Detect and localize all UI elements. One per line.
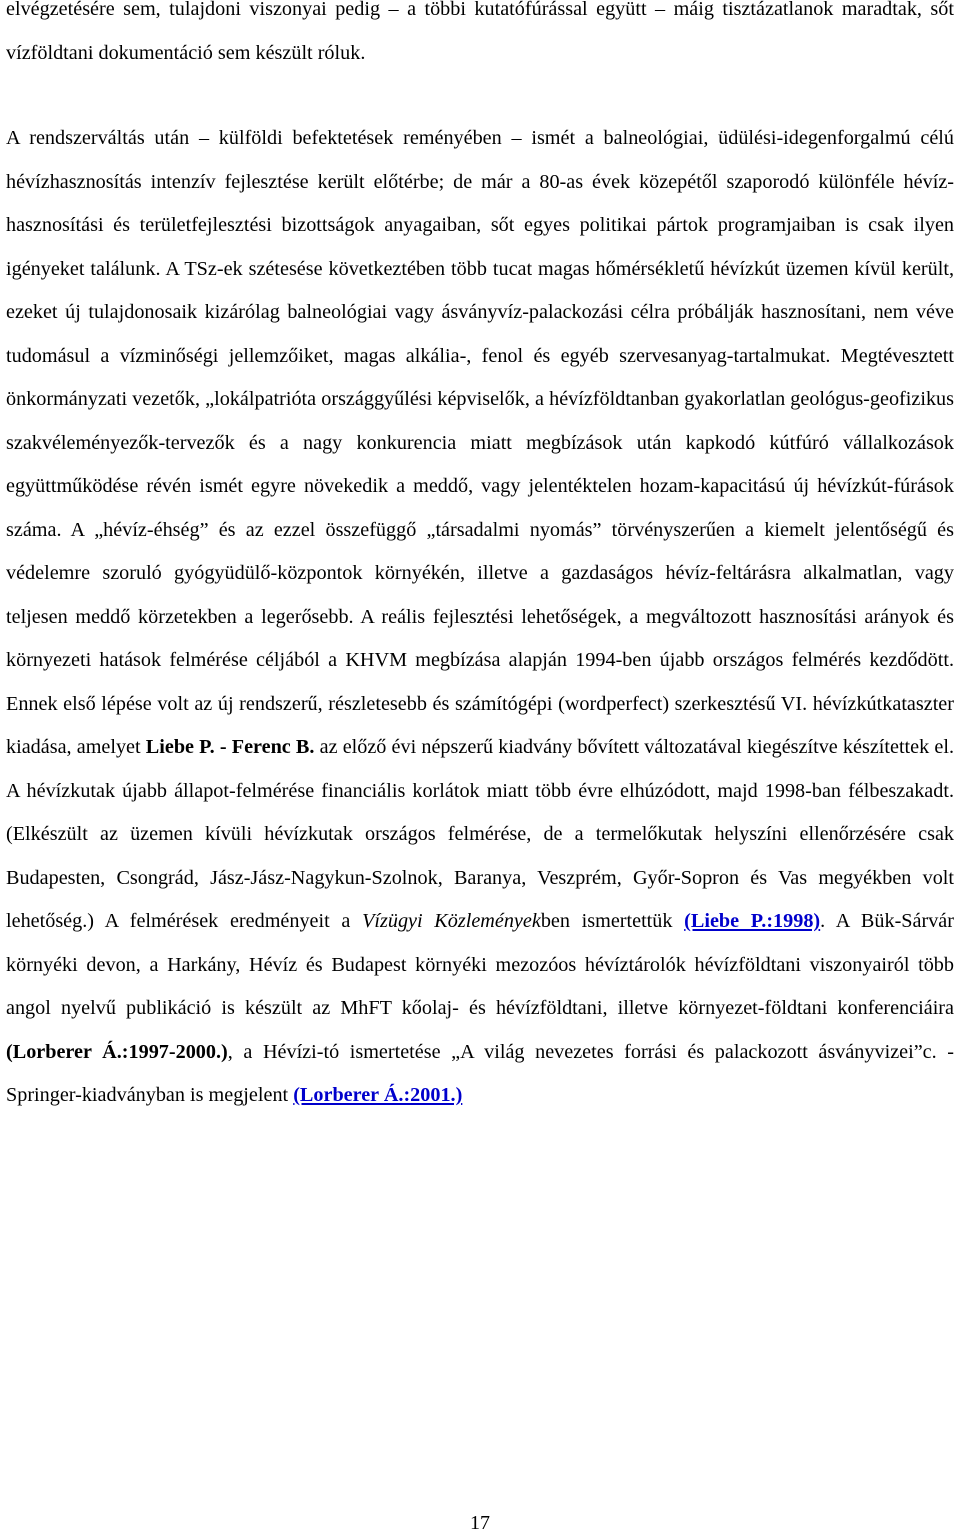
reference-link-liebe-1998[interactable]: (Liebe P.:1998) [684, 910, 821, 932]
reference-link-lorberer-2001[interactable]: (Lorberer Á.:2001.) [293, 1084, 463, 1106]
author-citation-lorberer-1997: (Lorberer Á.:1997-2000.) [6, 1040, 228, 1063]
paragraph-1 [6, 0, 954, 75]
paragraph-2-text-3: ben ismertettük [540, 910, 685, 932]
paragraph-2-text-4: . A Bük-Sárvár környéki devon, a Harkány, Hévíz és Budapest környéki mezozóos hévíztárolók hévízföldtani viszonyairól több angol nyelvű publikáció is készült az MhFT kőolaj- és hévízföldtani, illetve környezet-földtani konferenciáira [6, 910, 954, 1019]
author-citation-liebe-ferenc: Liebe P. - Ferenc B. [145, 736, 315, 758]
page-number: 17 [470, 1512, 490, 1534]
journal-title: Vízügyi Közlemények [362, 910, 541, 932]
paragraph-2-text-5: , a Hévízi-tó ismertetése „A világ nevezetes forrási és palackozott ásványvizei”c. - Springer-kiadványban is megjelent [6, 1040, 954, 1106]
paragraph-2-text-2: az előző évi népszerű kiadvány bővített változatával kiegészítve készítettek el. A hévízkutak újabb állapot-felmérése financiális korlátok miatt több évre elhúzódott, majd 1998-ban félbeszakadt. (Elkészült az üzemen kívüli hévízkutak országos felmérése, de a termelőkutak helyszíni ellenőrzésére csak Budapesten, Csongrád, Jász-Jász-Nagykun-Szolnok, Baranya, Veszprém, Győr-Sopron és Vas megyékben volt lehetőség.) A felmérések eredményeit a [6, 736, 954, 932]
paragraph-1-text: elvégzetésére sem, tulajdoni viszonyai pedig – a többi kutatófúrással együtt – máig tisztázatlanok maradtak, sőt vízföldtani dokumentáció sem készült róluk. [6, 0, 954, 64]
paragraph-2-text-1: A rendszerváltás után – külföldi befektetések reményében – ismét a balneológiai, üdülési-idegenforgalmú célú hévízhasznosítás intenzív fejlesztése került előtérbe; de már a 80-as évek közepétől szaporodó különféle hévíz-hasznosítási és területfejlesztési bizottságok anyagaiban, sőt egyes politikai pártok programjaiban is csak ilyen igényeket találunk. A TSz-ek szétesése következtében több tucat magas hőmérsékletű hévízkút üzemen kívül került, ezeket új tulajdonosaik kizárólag balneológiai vagy ásványvíz-palackozási célra próbálják hasznosítani, nem véve tudomásul a vízminőségi jellemzőiket, magas alkália-, fenol és egyéb szervesanyag-tartalmukat. Megtévesztett önkormányzati vezetők, „lokálpatrióta országgyűlési képviselők, a hévízföldtanban gyakorlatlan geológus-geofizikus szakvéleményezők-tervezők és a nagy konkurencia miatt megbízások után kapkodó kútfúró vállalkozások együttműködése révén ismét egyre növekedik a meddő, vagy jelentéktelen hozam-kapacitású új hévízkút-fúrások száma. A „hévíz-éhség” és az ezzel összefüggő „társadalmi nyomás” törvényszerűen a kiemelt jelentőségű és védelemre szoruló gyógyüdülő-központok környékén, illetve a gazdaságos hévíz-feltárásra alkalmatlan, vagy teljesen meddő körzetekben a legerősebb. A reális fejlesztési lehetőségek, a megváltozott hasznosítási arányok és környezeti hatások felmérése céljából a KHVM megbízása alapján 1994-ben újabb országos felmérés kezdődött. Ennek első lépése volt az új rendszerű, részletesebb és számítógépi (wordperfect) szerkesztésű VI. hévízkútkataszter kiadása, amelyet [6, 127, 954, 758]
paragraph-2 [6, 117, 954, 1118]
